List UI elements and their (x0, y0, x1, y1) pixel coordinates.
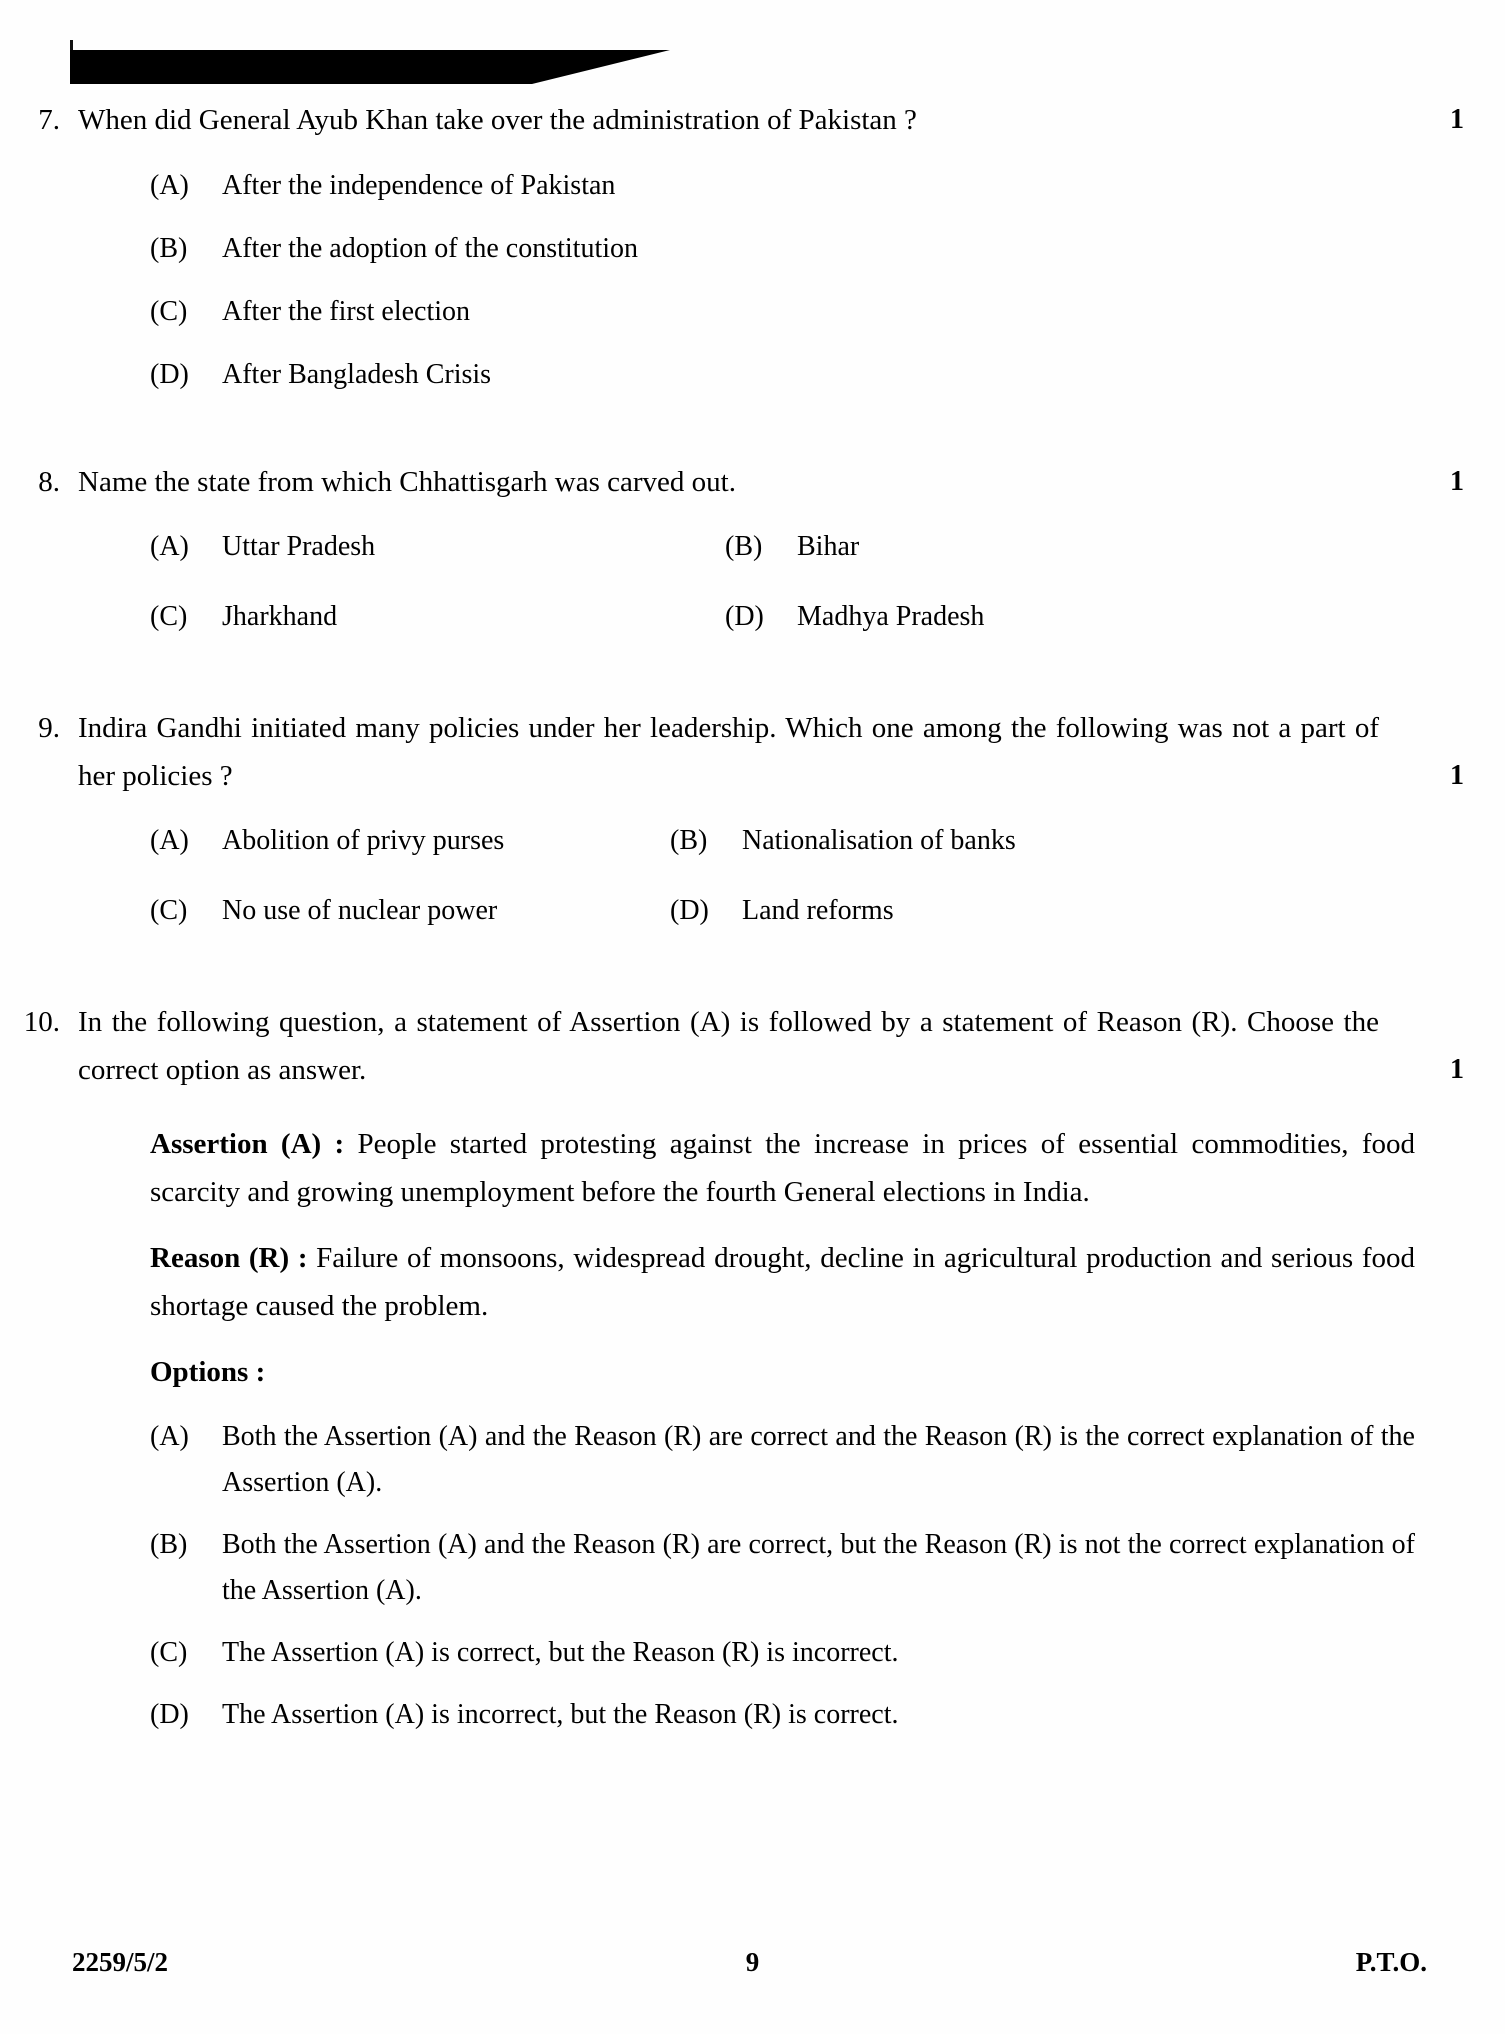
option-text: The Assertion (A) is incorrect, but the Reason (R) is correct. (222, 1699, 899, 1730)
question-text: Indira Gandhi initiated many policies under her leadership. Which one among the following was not a part of her policies ? (78, 712, 1379, 792)
reason-label: Reason (R) : (150, 1242, 308, 1274)
option-item[interactable] (150, 154, 1505, 217)
option-label: (D) (150, 359, 189, 390)
options-heading: Options : (150, 1356, 266, 1388)
option-item[interactable] (150, 876, 670, 946)
section-spacer (0, 406, 1505, 458)
options-list (0, 154, 1505, 406)
option-text: Uttar Pradesh (222, 531, 376, 562)
option-label: (D) (670, 895, 709, 926)
assertion-label: Assertion (A) : (150, 1128, 345, 1160)
option-label: (B) (670, 825, 708, 856)
option-label: (C) (150, 601, 188, 632)
reason-text: Failure of monsoons, widespread drought, decline in agricultural production and serious food shortage caused the problem. (150, 1242, 1415, 1322)
option-text: Jharkhand (222, 601, 338, 632)
question-marks: 1 (1450, 466, 1464, 497)
paper-code: 2259/5/2 (72, 1947, 169, 1977)
option-text: Both the Assertion (A) and the Reason (R) are correct and the Reason (R) is the correct explanation of the Assertion (A). (222, 1421, 1415, 1498)
option-item[interactable] (725, 582, 1225, 652)
option-text: After the first election (222, 296, 471, 327)
options-row (150, 876, 1505, 946)
option-text: No use of nuclear power (222, 895, 498, 926)
option-item[interactable] (150, 343, 1505, 406)
option-text: Madhya Pradesh (797, 601, 985, 632)
option-text: After Bangladesh Crisis (222, 359, 492, 390)
option-label: (C) (150, 895, 188, 926)
option-item[interactable] (150, 512, 725, 582)
option-label: (B) (725, 531, 763, 562)
option-item[interactable] (150, 1414, 1415, 1506)
option-text: Bihar (797, 531, 860, 562)
question-marks: 1 (1450, 1054, 1464, 1085)
option-label: (A) (150, 825, 189, 856)
question-text: In the following question, a statement of Assertion (A) is followed by a statement of Reason (R). Choose the correct option as answer. (78, 1006, 1379, 1086)
option-text: After the independence of Pakistan (222, 170, 616, 201)
option-text: Both the Assertion (A) and the Reason (R) are correct, but the Reason (R) is not the correct explanation of the Assertion (A). (222, 1529, 1415, 1606)
question-heading-row (0, 998, 1505, 1094)
option-text: The Assertion (A) is correct, but the Reason (R) is incorrect. (222, 1637, 899, 1668)
option-item[interactable] (150, 280, 1505, 343)
assertion-paragraph (150, 1120, 1415, 1216)
option-label: (B) (150, 233, 188, 264)
options-row (150, 512, 1505, 582)
question-heading-row (0, 458, 1505, 506)
option-label: (D) (725, 601, 764, 632)
option-item[interactable] (150, 217, 1505, 280)
question-number: 7. (38, 104, 60, 136)
assertion-reason-block (0, 1120, 1505, 1396)
options-row (150, 806, 1505, 876)
option-item[interactable] (725, 512, 1225, 582)
pto-label: P.T.O. (1355, 1947, 1427, 1977)
option-item[interactable] (670, 806, 1170, 876)
section-spacer (0, 652, 1505, 704)
option-label: (A) (150, 170, 189, 201)
option-label: (D) (150, 1699, 189, 1730)
option-item[interactable] (150, 806, 670, 876)
question-number: 10. (23, 1006, 60, 1038)
assertion-text: People started protesting against the increase in prices of essential commodities, food scarcity and growing unemployment before the fourth General elections in India. (150, 1128, 1416, 1208)
option-label: (B) (150, 1529, 188, 1560)
options-row (150, 582, 1505, 652)
option-item[interactable] (150, 1692, 1415, 1738)
question-number: 9. (38, 712, 60, 744)
option-label: (A) (150, 1421, 189, 1452)
option-item[interactable] (150, 582, 725, 652)
option-text: Abolition of privy purses (222, 825, 505, 856)
question-block-8 (0, 458, 1505, 652)
page-footer (0, 1947, 1505, 1978)
options-list (0, 1414, 1505, 1738)
option-label: (C) (150, 296, 188, 327)
question-number: 8. (38, 466, 60, 498)
option-item[interactable] (150, 1522, 1415, 1614)
question-marks: 1 (1450, 760, 1464, 791)
section-spacer (0, 946, 1505, 998)
question-block-7 (0, 96, 1505, 406)
question-text: Name the state from which Chhattisgarh was carved out. (78, 466, 736, 498)
question-text: When did General Ayub Khan take over the administration of Pakistan ? (78, 104, 917, 136)
option-label: (A) (150, 531, 189, 562)
option-item[interactable] (670, 876, 1170, 946)
option-text: Land reforms (742, 895, 894, 926)
question-block-9 (0, 704, 1505, 946)
options-list (0, 806, 1505, 946)
option-label: (C) (150, 1637, 188, 1668)
reason-paragraph (150, 1234, 1415, 1330)
question-heading-row (0, 704, 1505, 800)
question-block-10 (0, 998, 1505, 1738)
option-text: Nationalisation of banks (742, 825, 1016, 856)
question-heading-row (0, 96, 1505, 144)
options-list (0, 512, 1505, 652)
option-text: After the adoption of the constitution (222, 233, 639, 264)
page-number: 9 (745, 1947, 760, 1977)
option-item[interactable] (150, 1630, 1415, 1676)
question-marks: 1 (1450, 104, 1464, 135)
